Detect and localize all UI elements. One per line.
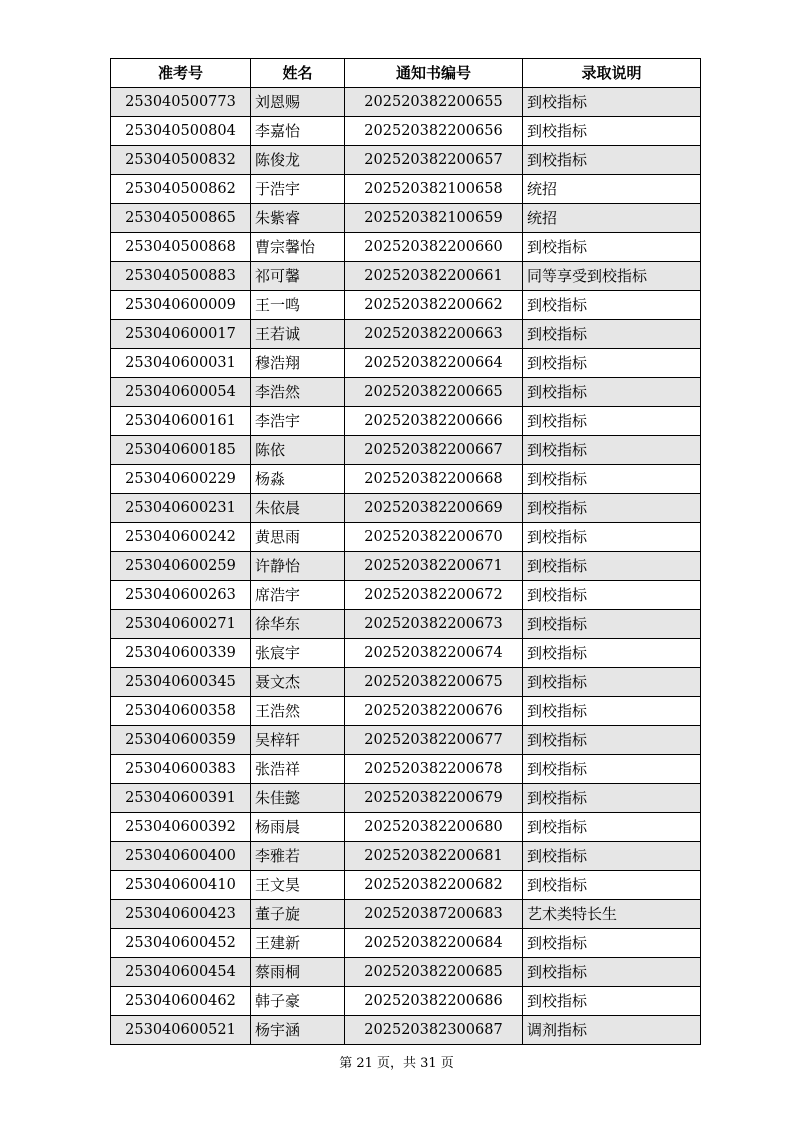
admission-note-cell: 到校指标: [523, 610, 701, 639]
exam-number-cell: 253040500868: [111, 233, 251, 262]
admission-note-cell: 到校指标: [523, 378, 701, 407]
student-name-cell: 王若诚: [251, 320, 345, 349]
student-name-cell: 聂文杰: [251, 668, 345, 697]
admission-note-cell: 到校指标: [523, 784, 701, 813]
student-name-cell: 朱佳懿: [251, 784, 345, 813]
student-name-cell: 祁可馨: [251, 262, 345, 291]
table-row: [111, 175, 701, 204]
table-row: [111, 204, 701, 233]
admission-note-cell: 到校指标: [523, 117, 701, 146]
admission-note-cell: 到校指标: [523, 987, 701, 1016]
notice-number-cell: 202520382200680: [345, 813, 523, 842]
exam-number-cell: 253040500773: [111, 88, 251, 117]
notice-number-cell: 202520382100658: [345, 175, 523, 204]
table-row: [111, 610, 701, 639]
admission-note-cell: 到校指标: [523, 320, 701, 349]
student-name-cell: 李浩宇: [251, 407, 345, 436]
notice-number-cell: 202520382200676: [345, 697, 523, 726]
exam-number-cell: 253040600392: [111, 813, 251, 842]
admission-note-cell: 到校指标: [523, 871, 701, 900]
student-name-cell: 张宸宇: [251, 639, 345, 668]
admission-note-cell: 到校指标: [523, 88, 701, 117]
header-exam-number: 准考号: [111, 59, 251, 88]
student-name-cell: 杨雨晨: [251, 813, 345, 842]
admission-note-cell: 到校指标: [523, 523, 701, 552]
student-name-cell: 朱紫睿: [251, 204, 345, 233]
exam-number-cell: 253040600031: [111, 349, 251, 378]
table-row: [111, 726, 701, 755]
admission-note-cell: 到校指标: [523, 146, 701, 175]
exam-number-cell: 253040600391: [111, 784, 251, 813]
table-row: [111, 494, 701, 523]
notice-number-cell: 202520382200684: [345, 929, 523, 958]
student-name-cell: 刘恩赐: [251, 88, 345, 117]
admission-note-cell: 到校指标: [523, 958, 701, 987]
admission-note-cell: 到校指标: [523, 407, 701, 436]
student-name-cell: 王浩然: [251, 697, 345, 726]
exam-number-cell: 253040600345: [111, 668, 251, 697]
table-row: [111, 987, 701, 1016]
admission-note-cell: 到校指标: [523, 668, 701, 697]
exam-number-cell: 253040600452: [111, 929, 251, 958]
table-row: [111, 842, 701, 871]
table-row: [111, 320, 701, 349]
admission-note-cell: 艺术类特长生: [523, 900, 701, 929]
notice-number-cell: 202520382200679: [345, 784, 523, 813]
student-name-cell: 穆浩翔: [251, 349, 345, 378]
header-row: [111, 59, 701, 88]
student-name-cell: 曹宗馨怡: [251, 233, 345, 262]
notice-number-cell: 202520382200660: [345, 233, 523, 262]
exam-number-cell: 253040600263: [111, 581, 251, 610]
page-footer: 第 21 页，共 31 页: [339, 1056, 454, 1071]
notice-number-cell: 202520382200662: [345, 291, 523, 320]
table-row: [111, 291, 701, 320]
exam-number-cell: 253040600423: [111, 900, 251, 929]
notice-number-cell: 202520382200682: [345, 871, 523, 900]
table-row: [111, 88, 701, 117]
notice-number-cell: 202520382200657: [345, 146, 523, 175]
exam-number-cell: 253040600009: [111, 291, 251, 320]
table-row: [111, 407, 701, 436]
exam-number-cell: 253040600017: [111, 320, 251, 349]
notice-number-cell: 202520382200678: [345, 755, 523, 784]
table-row: [111, 117, 701, 146]
student-name-cell: 朱依晨: [251, 494, 345, 523]
notice-number-cell: 202520382200668: [345, 465, 523, 494]
table-row: [111, 552, 701, 581]
notice-number-cell: 202520382200655: [345, 88, 523, 117]
table-row: [111, 233, 701, 262]
admission-note-cell: 到校指标: [523, 552, 701, 581]
exam-number-cell: 253040600358: [111, 697, 251, 726]
admission-note-cell: 同等享受到校指标: [523, 262, 701, 291]
student-name-cell: 李嘉怡: [251, 117, 345, 146]
exam-number-cell: 253040600271: [111, 610, 251, 639]
notice-number-cell: 202520382200663: [345, 320, 523, 349]
admission-note-cell: 到校指标: [523, 697, 701, 726]
exam-number-cell: 253040600339: [111, 639, 251, 668]
student-name-cell: 韩子豪: [251, 987, 345, 1016]
table-row: [111, 465, 701, 494]
admission-note-cell: 到校指标: [523, 494, 701, 523]
table-row: [111, 523, 701, 552]
exam-number-cell: 253040600383: [111, 755, 251, 784]
student-name-cell: 董子旋: [251, 900, 345, 929]
exam-number-cell: 253040600054: [111, 378, 251, 407]
table-row: [111, 784, 701, 813]
exam-number-cell: 253040600454: [111, 958, 251, 987]
admission-note-cell: 到校指标: [523, 929, 701, 958]
table-row: [111, 146, 701, 175]
student-name-cell: 席浩宇: [251, 581, 345, 610]
notice-number-cell: 202520382200674: [345, 639, 523, 668]
exam-number-cell: 253040600185: [111, 436, 251, 465]
notice-number-cell: 202520382200671: [345, 552, 523, 581]
notice-number-cell: 202520382200664: [345, 349, 523, 378]
exam-number-cell: 253040600259: [111, 552, 251, 581]
table-row: [111, 958, 701, 987]
admission-note-cell: 到校指标: [523, 813, 701, 842]
admission-note-cell: 到校指标: [523, 842, 701, 871]
student-name-cell: 王一鸣: [251, 291, 345, 320]
admission-note-cell: 到校指标: [523, 726, 701, 755]
exam-number-cell: 253040600242: [111, 523, 251, 552]
admission-note-cell: 到校指标: [523, 465, 701, 494]
table-row: [111, 581, 701, 610]
student-name-cell: 于浩宇: [251, 175, 345, 204]
admission-note-cell: 统招: [523, 204, 701, 233]
notice-number-cell: 202520382300687: [345, 1016, 523, 1045]
notice-number-cell: 202520382200681: [345, 842, 523, 871]
student-name-cell: 李雅若: [251, 842, 345, 871]
student-name-cell: 吴梓轩: [251, 726, 345, 755]
exam-number-cell: 253040500804: [111, 117, 251, 146]
header-name: 姓名: [251, 59, 345, 88]
admission-note-cell: 到校指标: [523, 436, 701, 465]
student-name-cell: 杨淼: [251, 465, 345, 494]
student-name-cell: 陈俊龙: [251, 146, 345, 175]
table-row: [111, 900, 701, 929]
table-row: [111, 639, 701, 668]
notice-number-cell: 202520382200665: [345, 378, 523, 407]
table-row: [111, 436, 701, 465]
admission-note-cell: 到校指标: [523, 349, 701, 378]
table-row: [111, 378, 701, 407]
table-row: [111, 813, 701, 842]
exam-number-cell: 253040500865: [111, 204, 251, 233]
table-row: [111, 929, 701, 958]
notice-number-cell: 202520382200656: [345, 117, 523, 146]
exam-number-cell: 253040600231: [111, 494, 251, 523]
student-name-cell: 徐华东: [251, 610, 345, 639]
notice-number-cell: 202520382200667: [345, 436, 523, 465]
student-name-cell: 陈依: [251, 436, 345, 465]
notice-number-cell: 202520382200661: [345, 262, 523, 291]
notice-number-cell: 202520382200670: [345, 523, 523, 552]
exam-number-cell: 253040600521: [111, 1016, 251, 1045]
exam-number-cell: 253040600400: [111, 842, 251, 871]
admission-note-cell: 到校指标: [523, 581, 701, 610]
admission-note-cell: 到校指标: [523, 233, 701, 262]
admission-table: [110, 58, 701, 1045]
table-row: [111, 1016, 701, 1045]
student-name-cell: 蔡雨桐: [251, 958, 345, 987]
student-name-cell: 王文昊: [251, 871, 345, 900]
notice-number-cell: 202520382200686: [345, 987, 523, 1016]
exam-number-cell: 253040600229: [111, 465, 251, 494]
exam-number-cell: 253040500862: [111, 175, 251, 204]
header-admission-note: 录取说明: [523, 59, 701, 88]
exam-number-cell: 253040600462: [111, 987, 251, 1016]
exam-number-cell: 253040600410: [111, 871, 251, 900]
table-body: [111, 88, 701, 1045]
notice-number-cell: 202520382200666: [345, 407, 523, 436]
table-row: [111, 871, 701, 900]
admission-note-cell: 到校指标: [523, 291, 701, 320]
student-name-cell: 黄思雨: [251, 523, 345, 552]
student-name-cell: 李浩然: [251, 378, 345, 407]
notice-number-cell: 202520382100659: [345, 204, 523, 233]
student-name-cell: 许静怡: [251, 552, 345, 581]
table-row: [111, 262, 701, 291]
notice-number-cell: 202520387200683: [345, 900, 523, 929]
notice-number-cell: 202520382200675: [345, 668, 523, 697]
table-row: [111, 697, 701, 726]
notice-number-cell: 202520382200677: [345, 726, 523, 755]
notice-number-cell: 202520382200673: [345, 610, 523, 639]
admission-note-cell: 到校指标: [523, 639, 701, 668]
notice-number-cell: 202520382200672: [345, 581, 523, 610]
exam-number-cell: 253040600359: [111, 726, 251, 755]
student-name-cell: 王建新: [251, 929, 345, 958]
student-name-cell: 张浩祥: [251, 755, 345, 784]
exam-number-cell: 253040500832: [111, 146, 251, 175]
table-row: [111, 755, 701, 784]
notice-number-cell: 202520382200685: [345, 958, 523, 987]
notice-number-cell: 202520382200669: [345, 494, 523, 523]
exam-number-cell: 253040500883: [111, 262, 251, 291]
admission-note-cell: 到校指标: [523, 755, 701, 784]
table-row: [111, 668, 701, 697]
admission-note-cell: 调剂指标: [523, 1016, 701, 1045]
exam-number-cell: 253040600161: [111, 407, 251, 436]
student-name-cell: 杨宇涵: [251, 1016, 345, 1045]
table-row: [111, 349, 701, 378]
admission-note-cell: 统招: [523, 175, 701, 204]
header-notice-number: 通知书编号: [345, 59, 523, 88]
